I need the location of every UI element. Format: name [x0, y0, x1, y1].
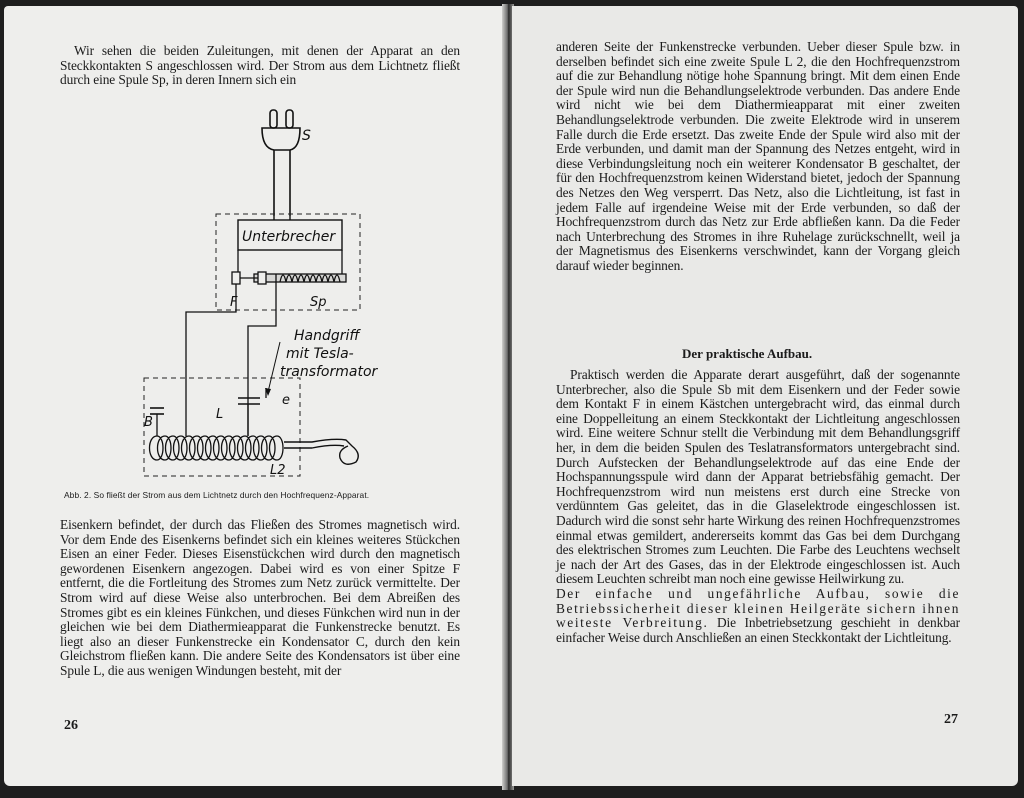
intro-paragraph: Wir sehen die beiden Zuleitungen, mit denen der Apparat an den Steckkontakten S angeschlossen wird. Der Strom aus dem Lichtnetz fließt durch eine Spule Sp, in deren Innern sich ein	[60, 43, 460, 88]
label-f: F	[230, 295, 238, 310]
electrode-lead	[284, 439, 358, 464]
label-b: B	[144, 415, 153, 430]
label-sp: Sp	[310, 295, 327, 310]
figure-caption: Abb. 2. So fließt der Strom aus dem Lichtnetz durch den Hochfrequenz-Apparat.	[64, 490, 370, 500]
sp-coil	[232, 250, 346, 310]
body-paragraph: Eisenkern befindet, der durch das Fließen des Stromes magnetisch wird. Vor dem Ende des Eisenkerns befindet sich ein kleines weiteres Stückchen Eisen an einer Feder. Dieses Eisenstückchen wird durch den magnetisch gewordenen Eisenkern angezogen. Dabei wird es von einer Spitze F entfernt, die die Fortleitung des Stromes zum Netz zurück vermittelte. Der Strom wird auf diese Weise also unterbrochen. Bei dem Abreißen des Stromes gibt es ein kleines Fünkchen, und dieses Fünkchen wird nun in der gleichen wie bei dem Diathermieapparat die Funkenstrecke benutzt. Es liegt also an dieser Funkenstrecke ein Kondensator C, durch den kein Gleichstrom fließen kann. Die andere Seite des Kondensators ist über eine Spule L, die aus wenigen Windungen besteht, mit der	[60, 517, 460, 678]
label-handgriff-2: mit Tesla-	[286, 346, 354, 362]
page-number-left: 26	[64, 718, 78, 733]
left-page	[4, 6, 504, 786]
capacitor-e	[238, 398, 260, 436]
page-number-right: 27	[944, 712, 958, 727]
spaced-sentence: Der einfache und ungefährliche Aufbau, sowie die Betriebssicherheit dieser kleinen Heilgeräte sichern ihnen weiteste Verbreitung.	[556, 585, 960, 631]
label-l2: L2	[270, 463, 286, 478]
right-paragraph-1: anderen Seite der Funkenstrecke verbunden. Ueber dieser Spule bzw. in derselben befindet sich eine zweite Spule L 2, die den Hochfrequenzstrom auf die zur Behandlung nötige hohe Spannung bringt. Mit dem einen Ende der Spule wird nun die Behandlungselektrode verbunden. Das andere Ende wird nicht wie bei dem Diathermieapparat mit einer zweiten Behandlungselektrode verbunden. Die zweite Elektrode wird in unserem Falle durch die Erde ersetzt. Das zweite Ende der Spule wird also mit der Erde verbunden, und damit man der Spannung des Netzes entgeht, wird in diese Verbindungsleitung noch ein weiterer Kondensator B geschaltet, der für den Hochfrequenzstrom keinen Widerstand bietet, jedoch der Spannung des Netzes den Weg versperrt. Das Netz, also die Lichtleitung, ist fast in jedem Falle auf irgendeine Weise mit der Erde verbunden, so daß der Hochfrequenzstrom durch das Netz zur Erde abfließen kann. Da die Feder nach Unterbrechung des Stromes in ihre Ruhelage zurückschnellt, weil ja der Magnetismus des Eisenkerns verschwindet, kann der Vorgang gleich darauf wieder beginnen.	[556, 39, 960, 273]
label-l: L	[216, 407, 224, 422]
right-page	[512, 6, 1018, 786]
section-heading: Der praktische Aufbau.	[682, 346, 813, 361]
tesla-box	[144, 378, 300, 476]
label-s: S	[302, 128, 311, 144]
label-handgriff-3: transformator	[280, 364, 378, 380]
circuit-diagram	[134, 106, 464, 486]
plug-icon	[262, 110, 300, 216]
right-paragraph-2: Praktisch werden die Apparate derart ausgeführt, daß der sogenannte Unterbrecher, also die Spule Sb mit dem Eisenkern und der Feder sowie dem Kontakt F in einem Kästchen untergebracht wird, das einmal durch eine Doppelleitung an einem Steckkontakt der Lichtleitung angeschlossen wird. Eine weitere Schnur stellt die Verbindung mit dem Behandlungsgriff her, in dem die beiden Spulen des Teslatransformators untergebracht sind. Durch Aufstecken der Behandlungselektrode auf das eine Ende der Hochspannungsspule wird dann der Apparat betriebsfähig gemacht. Der Hochfrequenzstrom wird nun meistens erst durch eine Strecke von verdünntem Gas geleitet, das in die Glaselektrode eingeschlossen ist. Dadurch wird die sonst sehr harte Wirkung des reinen Hochfrequenzstromes einmal etwas gemildert, andererseits kommt das Gas bei dem Durchgang des elektrischen Stromes zum Leuchten. Die Farbe des Leuchtens wechselt je nach der Art des Gases, das in der Elektrode eingeschlossen ist. Auch diesem Leuchten schreibt man noch eine gewisse Heilwirkung zu. Der einfache und ungefährliche Aufbau, sowie die Betriebssicherheit dieser kleinen Heilgeräte sichern ihnen weiteste Verbreitung. Die Inbetriebsetzung geschieht in denkbar einfacher Weise durch Anschließen an einen Steckkontakt der Lichtleitung.	[556, 367, 961, 645]
label-e: e	[282, 393, 290, 408]
label-handgriff-1: Handgriff	[294, 328, 360, 344]
label-unterbrecher: Unterbrecher	[242, 229, 336, 245]
l2-coil	[150, 436, 284, 460]
